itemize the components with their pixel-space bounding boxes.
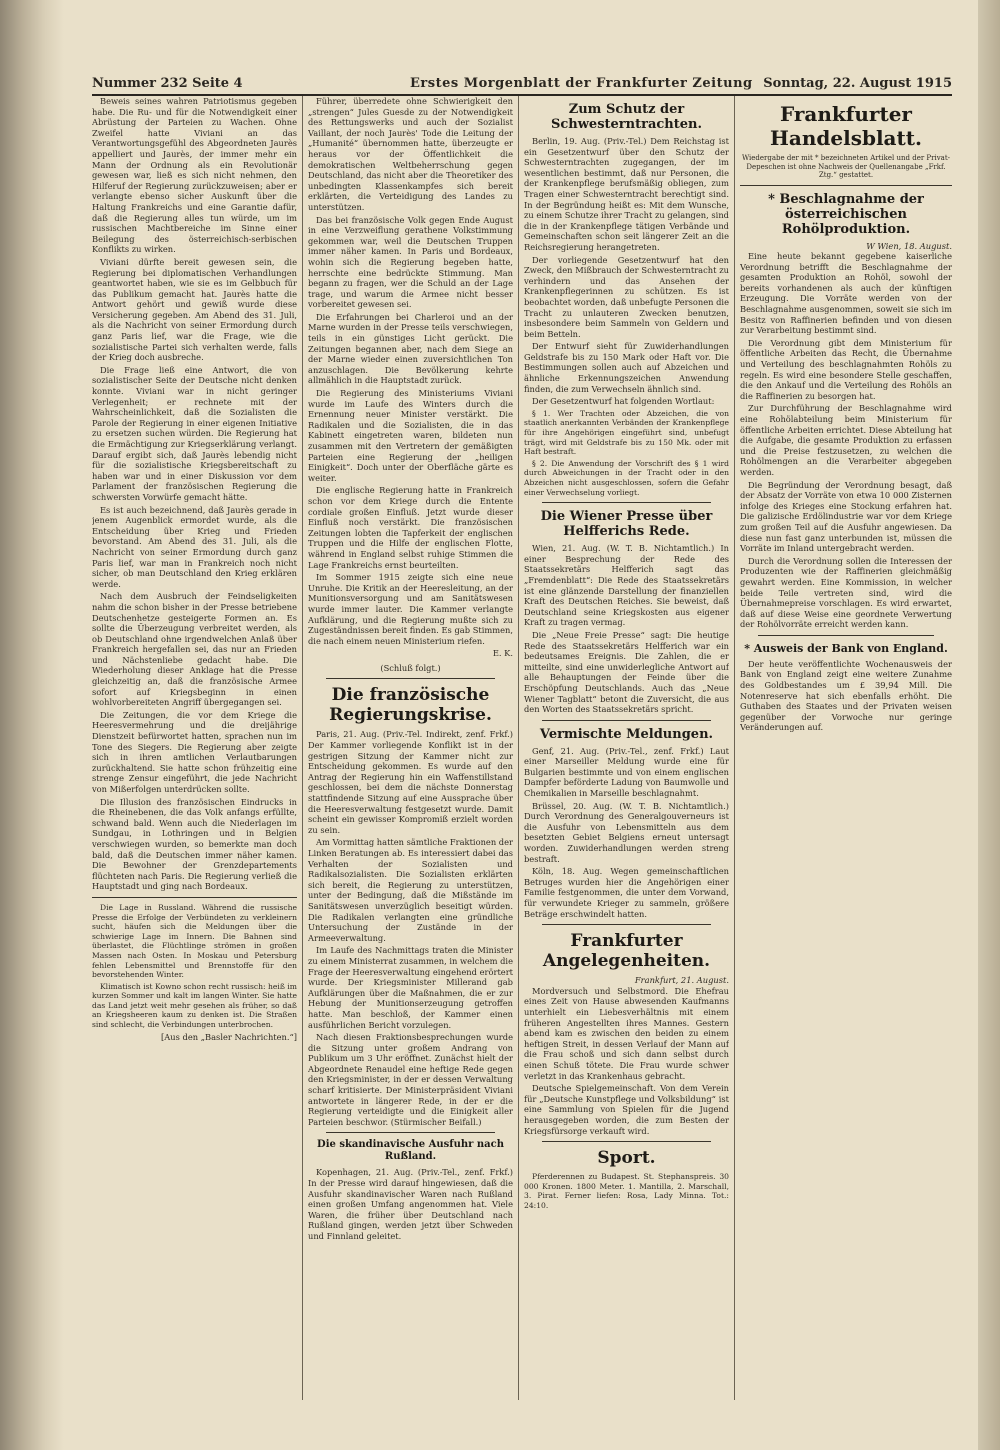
article-paragraph: Die „Neue Freie Presse“ sagt: Die heutige Rede des Staatssekretärs Helfferich war ein bedeutsames Ereignis. Die Zahlen, die er mitteilte, sind eine unwiderlegliche Antwort auf alle Behauptungen der Feinde über die Erschöpfung Deutschlands. Auch das „Neue Wiener Tagblatt“ betont die Zuversicht, die aus den Worten des Staatssekretärs spricht. [524, 629, 729, 715]
section-divider [542, 502, 711, 503]
dateline: Frankfurt, 21. August. [634, 975, 729, 986]
article-paragraph: Der heute veröffentlichte Wochenausweis der Bank von England zeigt eine weitere Zunahme des Goldbestandes um £ 39,94 Mill. Die Notenreserve hat sich ebenfalls erhöht. Die Guthaben des Staates und der Privaten weisen gegenüber der Vorwoche nur geringe Veränderungen auf. [740, 658, 952, 733]
section-divider [542, 1141, 711, 1142]
article-paragraph: Kopenhagen, 21. Aug. (Priv.-Tel., zenf. Frkf.) In der Presse wird darauf hingewiesen, daß die Ausfuhr skandinavischer Waren nach Rußland einen großen Umfang angenommen hat. Viele Waren, die früher über Deutschland nach Rußland gingen, werden jetzt über Schweden und Finnland geleitet. [308, 1167, 513, 1241]
sequel-note: (Schluß folgt.) [380, 662, 441, 673]
section-divider [758, 635, 934, 636]
article-paragraph: Im Sommer 1915 zeigte sich eine neue Unruhe. Die Kritik an der Heeresleitung, an der Munitionsversorgung und am Sanitätswesen wurde immer lauter. Die Kammer verlangte Aufklärung, und die Regierung mußte sich zu Zugeständnissen bereit finden. Es gab Stimmen, die nach einem neuen Ministerium riefen. [308, 572, 513, 646]
article-paragraph: Im Laufe des Nachmittags traten die Minister zu einem Ministerrat zusammen, in welchem die Frage der Heeresverwaltung eingehend erörtert wurde. Der Kriegsminister Millerand gab Aufklärungen über die Maßnahmen, die er zur Hebung der Munitionserzeugung getroffen hatte. Man beschloß, der Kammer einen ausführlichen Bericht vorzulegen. [308, 945, 513, 1030]
article-paragraph: Die Begründung der Verordnung besagt, daß der Absatz der Vorräte von etwa 10 000 Zisternen infolge des Krieges eine Stockung erfahren hat. Die galizische Erdölindustrie war vor dem Kriege zum großen Teil auf die Ausfuhr angewiesen. Da diese nun fast ganz unterbunden ist, müssen die Vorräte im Inland untergebracht werden. [740, 479, 952, 554]
article-paragraph: Köln, 18. Aug. Wegen gemeinschaftlichen Betruges wurden hier die Angehörigen einer Familie festgenommen, die unter dem Vorwand, für verwundete Krieger zu sammeln, größere Beträge erschwindelt hatten. [524, 866, 729, 919]
law-paragraph: § 1. Wer Trachten oder Abzeichen, die von staatlich anerkannten Verbänden der Krankenpflege für ihre Angehörigen eingeführt sind, unbefugt trägt, wird mit Geldstrafe bis zu 150 Mk. oder mit Haft bestraft. [524, 408, 729, 457]
article-paragraph: Die Frage ließ eine Antwort, die von sozialistischer Seite der Deutsche nicht denken konnte. Viviani war in nicht geringer Verlegenheit; er rechnete mit der Wahrscheinlichkeit, daß die Sozialisten die Parole der Regierung in einer eigenen Initiative zu ersetzen suchen würden. Die Regierung hat die Ermächtigung zur Kriegserklärung verlangt. Darauf ergibt sich, daß Jaurès lebendig nicht für die sozialistische Kriegsbereitschaft zu haben war und in einer Diskussion vor dem Parlament der französischen Regierung die schwersten Vorwürfe gemacht hätte. [92, 364, 297, 502]
author-signature: E. K. [492, 648, 513, 659]
law-paragraph: § 2. Die Anwendung der Vorschrift des § 1 wird durch Abweichungen in der Tracht oder in den Abzeichen nicht ausgeschlossen, sofern die Gefahr einer Verwechselung vorliegt. [524, 458, 729, 497]
column-divider [734, 96, 735, 1400]
column-1 [92, 96, 297, 1400]
page-number: Nummer 232 Seite 4 [92, 76, 243, 91]
article-paragraph: Nach diesen Fraktionsbesprechungen wurde die Sitzung unter großem Andrang von Publikum um 3 Uhr eröffnet. Zunächst hielt der Abgeordnete Renaudel eine heftige Rede gegen den Kriegsminister, in der er dessen Verwaltung scharf kritisierte. Der Ministerpräsident Viviani antwortete in längerer Rede, in der er die Regierung verteidigte und die Einigkeit aller Parteien beschwor. (Stürmischer Beifall.) [308, 1032, 513, 1127]
article-paragraph: Es ist auch bezeichnend, daß Jaurès gerade in jenem Augenblick ermordet wurde, als die Entscheidung über Krieg und Frieden bevorstand. Am Abend des 31. Juli, als die Nachricht von seiner Ermordung durch ganz Paris lief, war man in Frankreich noch nicht sicher, ob man Deutschland den Krieg erklären werde. [92, 504, 297, 589]
article-paragraph: Mordversuch und Selbstmord. Die Ehefrau eines Zeit von Hause abwesenden Kaufmanns unterhielt ein Liebesverhältnis mit einem früheren Angestellten ihres Mannes. Gestern abend kam es zwischen den beiden zu einem heftigen Streit, in dessen Verlauf der Mann auf die Frau schoß und sich dann selbst durch einen Schuß tötete. Die Frau wurde schwer verletzt in das Krankenhaus gebracht. [524, 985, 729, 1081]
column-3 [524, 96, 729, 1400]
source-note: [Aus den „Basler Nachrichten.“] [161, 1031, 297, 1042]
article-paragraph: Beweis seines wahren Patriotismus gegeben habe. Die Ru- und für die Notwendigkeit einer Abrüstung der Parteien zu Wachen. Ohne Zweifel hatte Viviani an das Verantwortungsgefühl des Abgeordneten Jaurès appelliert und Jaurès, der immer mehr ein Mann der Ordnung als ein Revolutionär gewesen war, ließ es sich nicht nehmen, den Hilferuf der Regierung zurückzuweisen; aber er verlangte ebenso sicher Auskunft über die Haltung Frankreichs und eine Garantie dafür, daß die Regierung alles tun würde, um im russischen Machtbereiche im Sinne einer Beilegung des österreichisch-serbischen Konflikts zu wirken. [92, 96, 297, 255]
article-paragraph: Deutsche Spielgemeinschaft. Von dem Verein für „Deutsche Kunstpflege und Volksbildung“ ist eine Sammlung von Spielen für die Jugend herausgegeben worden, die zum Besten der Kriegsfürsorge verkauft wird. [524, 1083, 729, 1136]
article-paragraph: Der vorliegende Gesetzentwurf hat den Zweck, den Mißbrauch der Schwesterntracht zu verhindern und das Ansehen der Krankenpflegerinnen zu schützen. Es ist beobachtet worden, daß unbefugte Personen die Tracht zu unlauteren Zwecken benutzen, insbesondere beim Sammeln von Geldern und beim Betteln. [524, 254, 729, 339]
article-paragraph: Eine heute bekannt gegebene kaiserliche Verordnung betrifft die Beschlagnahme der gesamten Produktion an Rohöl, sowohl der bereits vorhandenen als auch der künftigen Erzeugung. Die Vorräte werden von der Beschlagnahme ausgenommen, soweit sie sich im Besitz von Raffinerien befinden und von diesen zur Verarbeitung bestimmt sind. [740, 251, 952, 336]
headline-handelsblatt: Frankfurter Handelsblatt. [770, 102, 922, 150]
section-divider [740, 185, 952, 186]
law-text-label: Der Gesetzentwurf hat folgenden Wortlaut: [532, 396, 715, 407]
paper-title: Erstes Morgenblatt der Frankfurter Zeitung [410, 76, 753, 91]
column-divider [518, 96, 519, 1400]
article-paragraph: Pferderennen zu Budapest. St. Stephanspreis. 30 000 Kronen. 1800 Meter. 1. Mantilla, 2. Marschall, 3. Pirat. Ferner liefen: Rosa, Lady Minna. Tot.: 24:10. [524, 1172, 729, 1210]
column-4 [740, 96, 952, 1400]
section-divider [92, 897, 297, 898]
column-2 [308, 96, 513, 1400]
section-divider [326, 1132, 495, 1133]
article-paragraph: Die Zeitungen, die vor dem Kriege die Heeresvermehrung und die dreijährige Dienstzeit befürwortet hatten, sprachen nun im Tone des Siegers. Die Regierung aber zeigte sich in ihren amtlichen Verlautbarungen zurückhaltend. Sie hatte schon frühzeitig eine strenge Zensur eingeführt, die jede Nachricht von Mißerfolgen unterdrücken sollte. [92, 709, 297, 794]
masthead [92, 74, 952, 94]
headline-rohoel: * Beschlagnahme der österreichischen Rohölproduktion. [768, 191, 924, 237]
section-divider [326, 678, 495, 679]
headline-sport: Sport. [597, 1148, 656, 1169]
headline-ausfuhr: Die skandinavische Ausfuhr nach Rußland. [317, 1139, 504, 1163]
article-paragraph: Klimatisch ist Kowno schon recht russisch: heiß im kurzen Sommer und kalt im langen Winter. Sie hatte das Land jetzt weit mehr gesehen als früher, so daß an Kriegsheeren kaum zu denken ist. Die Straßen sind schlecht, die Verbindungen unterbrochen. [92, 981, 297, 1030]
section-divider [542, 924, 711, 925]
article-paragraph: Brüssel, 20. Aug. (W. T. B. Nichtamtlich.) Durch Verordnung des Generalgouverneurs ist die Ausfuhr von Lebensmitteln aus dem besetzten Gebiet Belgiens erneut untersagt worden. Zuwiderhandlungen werden streng bestraft. [524, 800, 729, 864]
article-paragraph: Am Vormittag hatten sämtliche Fraktionen der Linken Beratungen ab. Es interessiert dabei das Verhalten der Sozialisten und Radikalsozialisten. Die Sozialisten erklärten sich bereit, die Regierung zu unterstützen, unter der Bedingung, daß die Mißstände im Sanitätswesen unverzüglich beseitigt würden. Die Radikalen verlangten eine gründliche Untersuchung der Zustände in der Armeeverwaltung. [308, 837, 513, 943]
column-divider [302, 96, 303, 1400]
headline-schwesterntrachten: Zum Schutz der Schwesterntrachten. [550, 102, 702, 132]
headline-vermischte-meldungen: Vermischte Meldungen. [539, 726, 714, 742]
headline-frankfurter-angelegenheiten: Frankfurter Angelegenheiten. [542, 931, 711, 972]
article-paragraph: Viviani dürfte bereit gewesen sein, die Regierung bei diplomatischen Verhandlungen geantwortet haben, wie sie es im Gelbbuch für das Publikum gemacht hat. Jaurès hatte die Antwort gehört und gewiß wurde diese Versicherung gegeben. Am Abend des 31. Juli, als die Nachricht von seiner Ermordung durch ganz Paris lief, war die Frage, wie die sozialistische Partei sich verhalten werde, falls der Krieg doch ausbreche. [92, 256, 297, 363]
headline-bank-von-england: * Ausweis der Bank von England. [744, 641, 948, 655]
article-paragraph: Führer, überredete ohne Schwierigkeit den „strengen“ Jules Guesde zu der Notwendigkeit des Rettungswerks und auch der Sozialist Vaillant, der noch Jaurès' Tode die Leitung der „Humanité“ übernommen hatte, überzeugte er heraus vor der Öffentlichkeit die demokratischen Weltbeherrschung gegen Deutschland, das nicht aber die Theoretiker des unbedingten Klassenkampfes sich bereit erklärten, die Verteidigung des Landes zu unterstützen. [308, 96, 513, 212]
headline-regierungskrise: Die französische Regierungskrise. [329, 685, 492, 726]
article-paragraph: Die Verordnung gibt dem Ministerium für öffentliche Arbeiten das Recht, die Übernahme und Verteilung des beschlagnahmten Rohöls zu regeln. Es wird eine besondere Stelle geschaffen, die den Ankauf und die Verteilung des Rohöls an die Raffinerien zu besorgen hat. [740, 337, 952, 401]
article-paragraph: Die englische Regierung hatte in Frankreich schon vor dem Kriege durch die Entente cordiale großen Einfluß. Jetzt wurde dieser Einfluß noch verstärkt. Die französischen Zeitungen lobten die Tapferkeit der englischen Truppen und die Hilfe der englischen Flotte, während in England selbst ruhige Stimmen die Lage Frankreichs ernst beurteilten. [308, 485, 513, 570]
article-paragraph: Berlin, 19. Aug. (Priv.-Tel.) Dem Reichstag ist ein Gesetzentwurf über den Schutz der Schwesterntrachten zugegangen, der im wesentlichen bestimmt, daß nur Personen, die der Krankenpflege berufsmäßig obliegen, zum Tragen einer Schwesterntracht berechtigt sind. In der Begründung heißt es: Mit dem Wunsche, zu einem Schutze ihrer Tracht zu gelangen, sind die in der Krankenpflege tätigen Verbände und Gemeinschaften schon seit längerer Zeit an die Reichsregierung herangetreten. [524, 136, 729, 252]
article-paragraph: Nach dem Ausbruch der Feindseligkeiten nahm die schon bisher in der Presse betriebene Deutschenhetze gesteigerte Formen an. Es sollte die Überzeugung verbreitet werden, als ob Deutschland ohne irgendwelchen Anlaß über Frankreich hergefallen sei, das nur an Frieden und Nächstenliebe gedacht habe. Die Wiederholung dieser Anklage hat die Presse gleichzeitig an, daß die französische Armee sofort auf Kriegsbeginn in einen wohlvorbereiteten Angriff übergegangen sei. [92, 591, 297, 708]
dateline: W Wien, 18. August. [866, 240, 952, 251]
article-paragraph: Paris, 21. Aug. (Priv.-Tel. Indirekt, zenf. Frkf.) Der Kammer vorliegende Konflikt ist in der gestrigen Sitzung der Kammer nicht zur Entscheidung gekommen. Es wurde auf den Antrag der Regierung hin ein Waffenstillstand geschlossen, bei dem die nächste Donnerstag stattfindende Sitzung auf eine Aussprache über die Heeresverwaltung festgesetzt wurde. Damit scheint ein gewisser Kompromiß erzielt worden zu sein. [308, 729, 513, 835]
article-paragraph: Die Erfahrungen bei Charleroi und an der Marne wurden in der Presse teils verschwiegen, teils in ein günstiges Licht gerückt. Die Zeitungen begannen aber, nach dem Siege an der Marne wieder einen zuversichtlichen Ton anzuschlagen. Die Bevölkerung kehrte allmählich in die Hauptstadt zurück. [308, 311, 513, 386]
article-paragraph: Durch die Verordnung sollen die Interessen der Produzenten wie der Raffinerien gleichmäßig gewahrt werden. Eine Kommission, in welcher beide Teile vertreten sind, wird die Übernahmepreise vorschlagen. Es wird erwartet, daß auf diese Weise eine geordnete Verwertung der Rohölvorräte erreicht werden kann. [740, 555, 952, 630]
page-binding-shadow [0, 0, 64, 1450]
article-paragraph: Das bei französische Volk gegen Ende August in eine Verzweiflung gerathene Volkstimmung gekommen war, weil die Deutschen Truppen immer näher kamen. In Paris und Bordeaux, wohin sich die Regierung begeben hatte, herrschte eine bedrückte Stimmung. Man begann zu fragen, wer die Schuld an der Lage trage, und warum die Armee nicht besser vorbereitet gewesen sei. [308, 214, 513, 310]
article-paragraph: Wien, 21. Aug. (W. T. B. Nichtamtlich.) In einer Besprechung der Rede des Staatssekretärs Helfferich sagt das „Fremdenblatt“: Die Rede des Staatssekretärs ist eine glänzende Darstellung der finanziellen Kraft des Deutschen Reiches. Sie beweist, daß Deutschland seine Kriegskosten aus eigener Kraft zu tragen vermag. [524, 543, 729, 628]
article-paragraph: Die Illusion des französischen Eindrucks in die Rheinebenen, die das Volk anfangs erfüllte, schwand bald. Wenn auch die Niederlagen im Sundgau, in Lothringen und in Belgien verschwiegen wurden, so bemerkte man doch bald, daß die Deutschen immer näher kamen. Die Bewohner der Grenzdepartements flüchteten nach Paris. Die Regierung verließ die Hauptstadt und ging nach Bordeaux. [92, 796, 297, 892]
article-paragraph: Der Entwurf sieht für Zuwiderhandlungen Geldstrafe bis zu 150 Mark oder Haft vor. Die Bestimmungen sollen auch auf Abzeichen und ähnliche Erkennungszeichen Anwendung finden, die zum Verwechseln ähnlich sind. [524, 341, 729, 394]
section-divider [542, 720, 711, 721]
article-paragraph: Zur Durchführung der Beschlagnahme wird eine Rohölabteilung beim Ministerium für öffentliche Arbeiten errichtet. Diese Abteilung hat die Aufgabe, die gesamte Produktion zu erfassen und die Preise festzusetzen, zu welchen die Rohölmengen an die Verarbeiter abgegeben werden. [740, 403, 952, 477]
reprint-note: Wiedergabe der mit * bezeichneten Artikel und der Privat-Depeschen ist ohne Nachweis der Quellenangabe „Frkf. Ztg.“ gestattet. [741, 154, 951, 179]
headline-wiener-presse: Die Wiener Presse über Helfferichs Rede. [540, 509, 713, 540]
article-paragraph: Die Regierung des Ministeriums Viviani wurde im Laufe des Winters durch die Ernennung neuer Minister verstärkt. Die Radikalen und die Sozialisten, die in das Kabinett eingetreten waren, bildeten nun zusammen mit den Vertretern der gemäßigten Parteien eine Regierung der „heiligen Einigkeit“. Doch unter der Oberfläche gärte es weiter. [308, 388, 513, 483]
article-paragraph: Die Lage in Russland. Während die russische Presse die Erfolge der Verbündeten zu verkleinern sucht, häufen sich die Meldungen über die schwierige Lage im Innern. Die Bahnen sind überlastet, die Flüchtlinge strömen in großen Massen nach Osten. In Moskau und Petersburg fehlen Lebensmittel und Brennstoffe für den bevorstehenden Winter. [92, 902, 297, 980]
article-paragraph: Genf, 21. Aug. (Priv.-Tel., zenf. Frkf.) Laut einer Marseiller Meldung wurde eine für Bulgarien bestimmte und von einem englischen Dampfer beförderte Ladung von Baumwolle und Chemikalien in Marseille beschlagnahmt. [524, 745, 729, 799]
adjacent-page-edge [978, 0, 1000, 1450]
issue-date: Sonntag, 22. August 1915 [763, 76, 952, 91]
